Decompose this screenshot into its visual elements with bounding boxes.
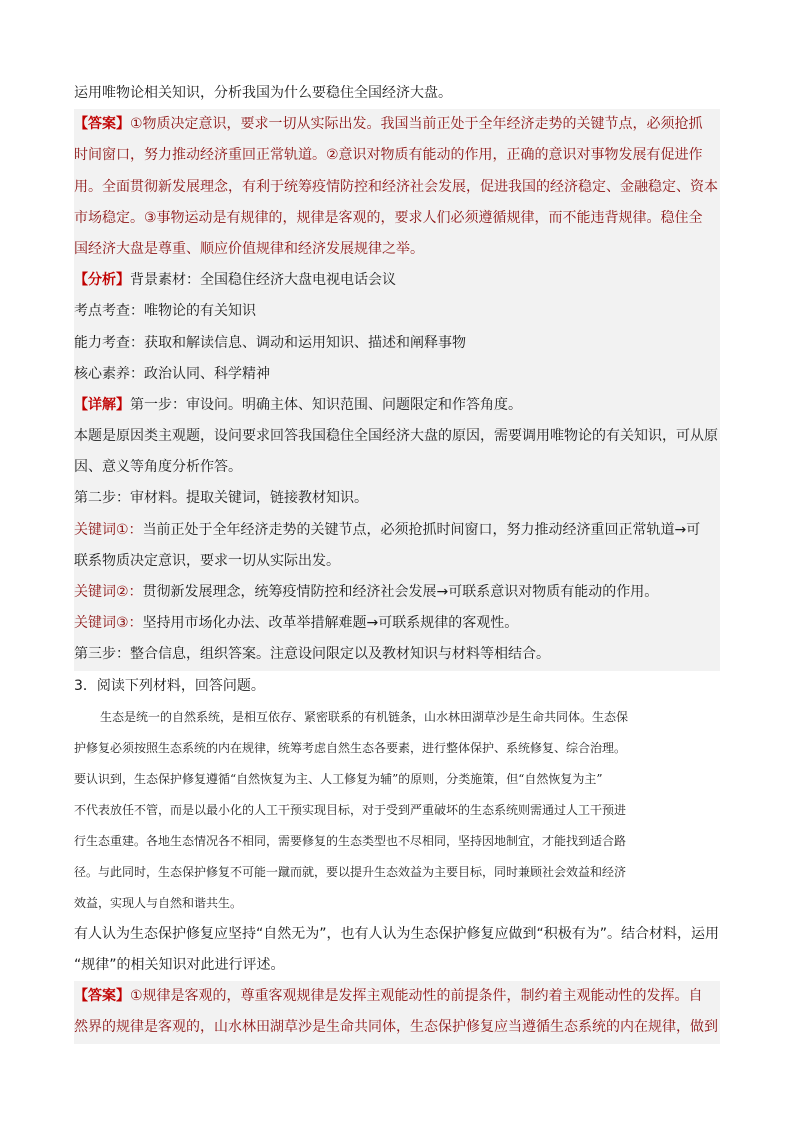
q3-question-line-1: 有人认为生态保护修复应坚持“自然无为”，也有人认为生态保护修复应做到“积极有为”。结合材料，运用 [74, 925, 720, 942]
keyword2-text: 贯彻新发展理念，统筹疫情防控和经济社会发展→可联系意识对物质有能动的作用。 [142, 584, 659, 600]
q2-answer-line-2: 时间窗口，努力推动经济重回正常轨道。②意识对物质有能动的作用，正确的意识对事物发展有促进作 [74, 140, 720, 171]
q2-answer-line-5: 国经济大盘是尊重、顺应价值规律和经济发展规律之举。 [74, 234, 720, 265]
q2-detail-line-2: 本题是原因类主观题，设问要求回答我国稳住全国经济大盘的原因，需要调用唯物论的有关知识，可从原 [74, 421, 720, 452]
q2-keyword2-line [74, 577, 720, 608]
q3-material-line-1: 生态是统一的自然系统，是相互依存、紧密联系的有机链条，山水林田湖草沙是生命共同体。生态保 [100, 709, 629, 724]
q3-material-line-5: 行生态重建。各地生态情况各不相同，需要修复的生态类型也不尽相同，坚持因地制宜，才能找到适合路 [74, 833, 627, 848]
keyword1-text: 当前正处于全年经济走势的关键节点，必须抢抓时间窗口，努力推动经济重回正常轨道→可 [142, 521, 701, 538]
q2-answer-text: ①物质决定意识，要求一切从实际出发。我国当前正处于全年经济走势的关键节点，必须抢抓 [130, 116, 703, 133]
answer-tag: 【答案】 [74, 116, 130, 133]
keyword1-label: 关键词①： [74, 521, 143, 538]
q3-material-line-2: 护修复必须按照生态系统的内在规律，统筹考虑自然生态各要素，进行整体保护、系统修复、综合治理。 [74, 740, 627, 755]
q3-material-line-7: 效益，实现人与自然和谐共生。 [74, 895, 243, 910]
q2-step3: 第三步：整合信息，组织答案。注意设问限定以及教材知识与材料等相结合。 [74, 639, 720, 670]
q2-answer-line-1 [74, 109, 720, 140]
q2-exam-point: 考点考查：唯物论的有关知识 [74, 296, 720, 327]
q2-keyword3-line [74, 608, 720, 639]
keyword2-label: 关键词②： [74, 584, 143, 600]
q2-keyword1-line-2: 联系物质决定意识，要求一切从实际出发。 [74, 546, 720, 577]
q3-answer-tag: 【答案】 [74, 988, 130, 1005]
q2-keyword1-line-1 [74, 515, 720, 546]
q2-detail-line-3: 因、意义等角度分析作答。 [74, 452, 720, 483]
q2-step2: 第二步：审材料。提取关键词，链接教材知识。 [74, 483, 720, 514]
document-page [74, 78, 720, 1044]
keyword3-label: 关键词③： [74, 615, 143, 632]
q2-prompt: 运用唯物论相关知识，分析我国为什么要稳住全国经济大盘。 [74, 85, 452, 101]
q3-answer-line-1 [74, 981, 720, 1012]
keyword3-text: 坚持用市场化办法、改革举措解难题→可联系规律的客观性。 [142, 615, 519, 632]
q3-question-line-2: “规律”的相关知识对此进行评述。 [74, 956, 285, 973]
q3-title: 3．阅读下列材料，回答问题。 [74, 677, 265, 694]
q3-answer-line-2: 然界的规律是客观的，山水林田湖草沙是生命共同体，生态保护修复应当遵循生态系统的内在规律，做到 [74, 1012, 720, 1043]
q2-answer-line-4: 市场稳定。③事物运动是有规律的，规律是客观的，要求人们必须遵循规律，而不能违背规律。稳住全 [74, 203, 720, 234]
q2-analysis-line [74, 265, 720, 296]
q2-detail-line [74, 390, 720, 421]
q3-material-line-3: 要认识到，生态保护修复遵循“自然恢复为主、人工修复为辅”的原则，分类施策，但“自然恢复为主” [74, 771, 603, 786]
q2-answer-line-3: 用。全面贯彻新发展理念，有利于统筹疫情防控和经济社会发展，促进我国的经济稳定、金融稳定、资本 [74, 172, 720, 203]
q3-material-line-4: 不代表放任不管，而是以最小化的人工干预实现目标，对于受到严重破坏的生态系统则需通过人工干预进 [74, 802, 627, 817]
detail-tag: 【详解】 [74, 396, 130, 413]
q3-answer-text: ①规律是客观的，尊重客观规律是发挥主观能动性的前提条件，制约着主观能动性的发挥。自 [130, 988, 703, 1005]
q3-material-line-6: 径。与此同时，生态保护修复不可能一蹴而就，要以提升生态效益为主要目标，同时兼顾社会效益和经济 [74, 864, 627, 879]
analysis-tag: 【分析】 [74, 272, 130, 289]
q2-ability: 能力考查：获取和解读信息、调动和运用知识、描述和阐释事物 [74, 328, 720, 359]
detail-step1: 第一步：审设问。明确主体、知识范围、问题限定和作答角度。 [130, 396, 522, 413]
analysis-text: 背景素材：全国稳住经济大盘电视电话会议 [130, 272, 396, 289]
q2-literacy: 核心素养：政治认同、科学精神 [74, 359, 720, 390]
